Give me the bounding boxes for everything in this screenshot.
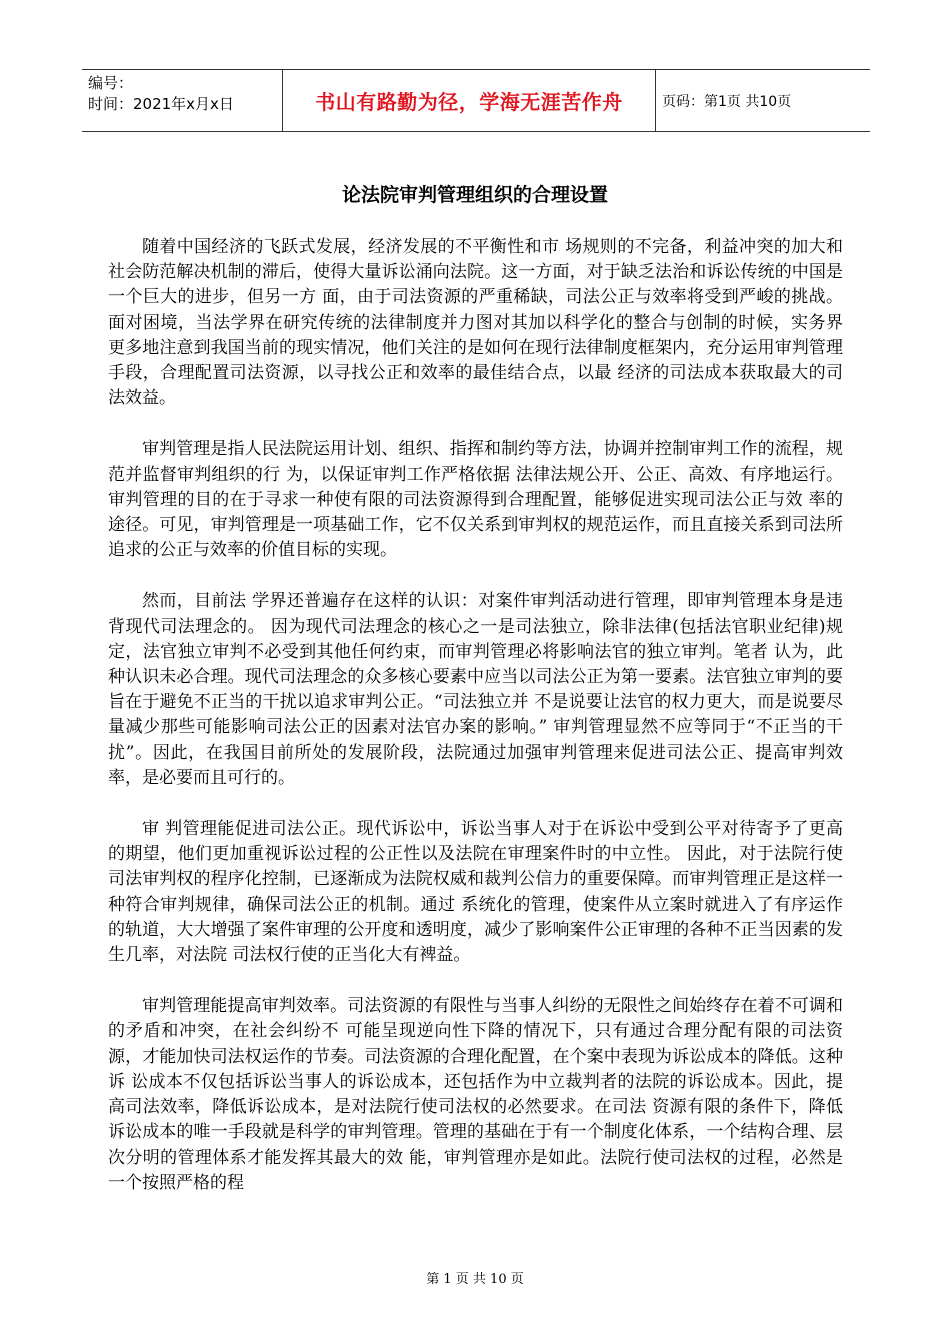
document-body — [108, 235, 843, 1222]
header-left-cell — [82, 70, 282, 131]
document-title: 论法院审判管理组织的合理设置 — [341, 184, 608, 206]
header-motto-cell — [282, 70, 656, 131]
paragraph: 随着中国经济的飞跃式发展，经济发展的不平衡性和市 场规则的不完备，利益冲突的加大和社会防范解决机制的滞后，使得大量诉讼涌向法院。这一方面，对于缺乏法治和诉讼传统的中国是一个巨大的进步，但另一方 面，由于司法资源的严重稀缺，司法公正与效率将受到严峻的挑战。面对困境，当法学界在研究传统的法律制度并力图对其加以科学化的整合与创制的时候，实务界 更多地注意到我国当前的现实情况，他们关注的是如何在现行法律制度框架内，充分运用审判管理手段，合理配置司法资源，以寻找公正和效率的最佳结合点，以最 经济的司法成本获取最大的司法效益。 — [108, 237, 843, 409]
paragraph: 审判管理能提高审判效率。司法资源的有限性与当事人纠纷的无限性之间始终存在着不可调和的矛盾和冲突，在社会纠纷不 可能呈现逆向性下降的情况下，只有通过合理分配有限的司法资源，才能加快司法权运作的节奏。司法资源的合理化配置，在个案中表现为诉讼成本的降低。这种诉 讼成本不仅包括诉讼当事人的诉讼成本，还包括作为中立裁判者的法院的诉讼成本。因此，提高司法效率，降低诉讼成本，是对法院行使司法权的必然要求。在司法 资源有限的条件下，降低诉讼成本的唯一手段就是科学的审判管理。管理的基础在于有一个制度化体系，一个结构合理、层次分明的管理体系才能发挥其最大的效 能，审判管理亦是如此。法院行使司法权的过程，必然是一个按照严格的程 — [108, 996, 843, 1193]
page-info: 页码：第1页 共10页 — [662, 93, 792, 110]
paragraph: 审判管理是指人民法院运用计划、组织、指挥和制约等方法，协调并控制审判工作的流程，规范并监督审判组织的行 为，以保证审判工作严格依据 法律法规公开、公正、高效、有序地运行。审判管理的目的在于寻求一种使有限的司法资源得到合理配置，能够促进实现司法公正与效 率的途径。可见，审判管理是一项基础工作，它不仅关系到审判权的规范运作，而且直接关系到司法所追求的公正与效率的价值目标的实现。 — [108, 439, 843, 561]
page-footer: 第 1 页 共 10 页 — [426, 1272, 524, 1287]
number-label: 编号： — [88, 74, 134, 92]
header-page-cell — [656, 70, 870, 131]
paragraph: 然而，目前法 学界还普遍存在这样的认识：对案件审判活动进行管理，即审判管理本身是违背现代司法理念的。 因为现代司法理念的核心之一是司法独立，除非法律(包括法官职业纪律)规定，法官独立审判不必受到其他任何约束，而审判管理必将影响法官的独立审判。笔者 认为，此种认识未必合理。现代司法理念的众多核心要素中应当以司法公正为第一要素。法官独立审判的要旨在于避免不正当的干扰以追求审判公正。“司法独立并 不是说要让法官的权力更大，而是说要尽量减少那些可能影响司法公正的因素对法官办案的影响。” 审判管理显然不应等同于“不正当的干扰”。因此，在我国目前所处的发展阶段，法院通过加强审判管理来促进司法公正、提高审判效率，是必要而且可行的。 — [108, 591, 843, 788]
header-table — [82, 69, 870, 132]
time-label: 时间：2021年x月x日 — [88, 95, 234, 113]
paragraph: 审 判管理能促进司法公正。现代诉讼中，诉讼当事人对于在诉讼中受到公平对待寄予了更高的期望，他们更加重视诉讼过程的公正性以及法院在审理案件时的中立性。 因此，对于法院行使司法审判权的程序化控制，已逐渐成为法院权威和裁判公信力的重要保障。而审判管理正是这样一种符合审判规律，确保司法公正的机制。通过 系统化的管理，使案件从立案时就进入了有序运作的轨道，大大增强了案件审理的公开度和透明度，减少了影响案件公正审理的各种不正当因素的发生几率，对法院 司法权行使的正当化大有裨益。 — [108, 819, 843, 966]
motto-text: 书山有路勤为径，学海无涯苦作舟 — [315, 90, 623, 114]
